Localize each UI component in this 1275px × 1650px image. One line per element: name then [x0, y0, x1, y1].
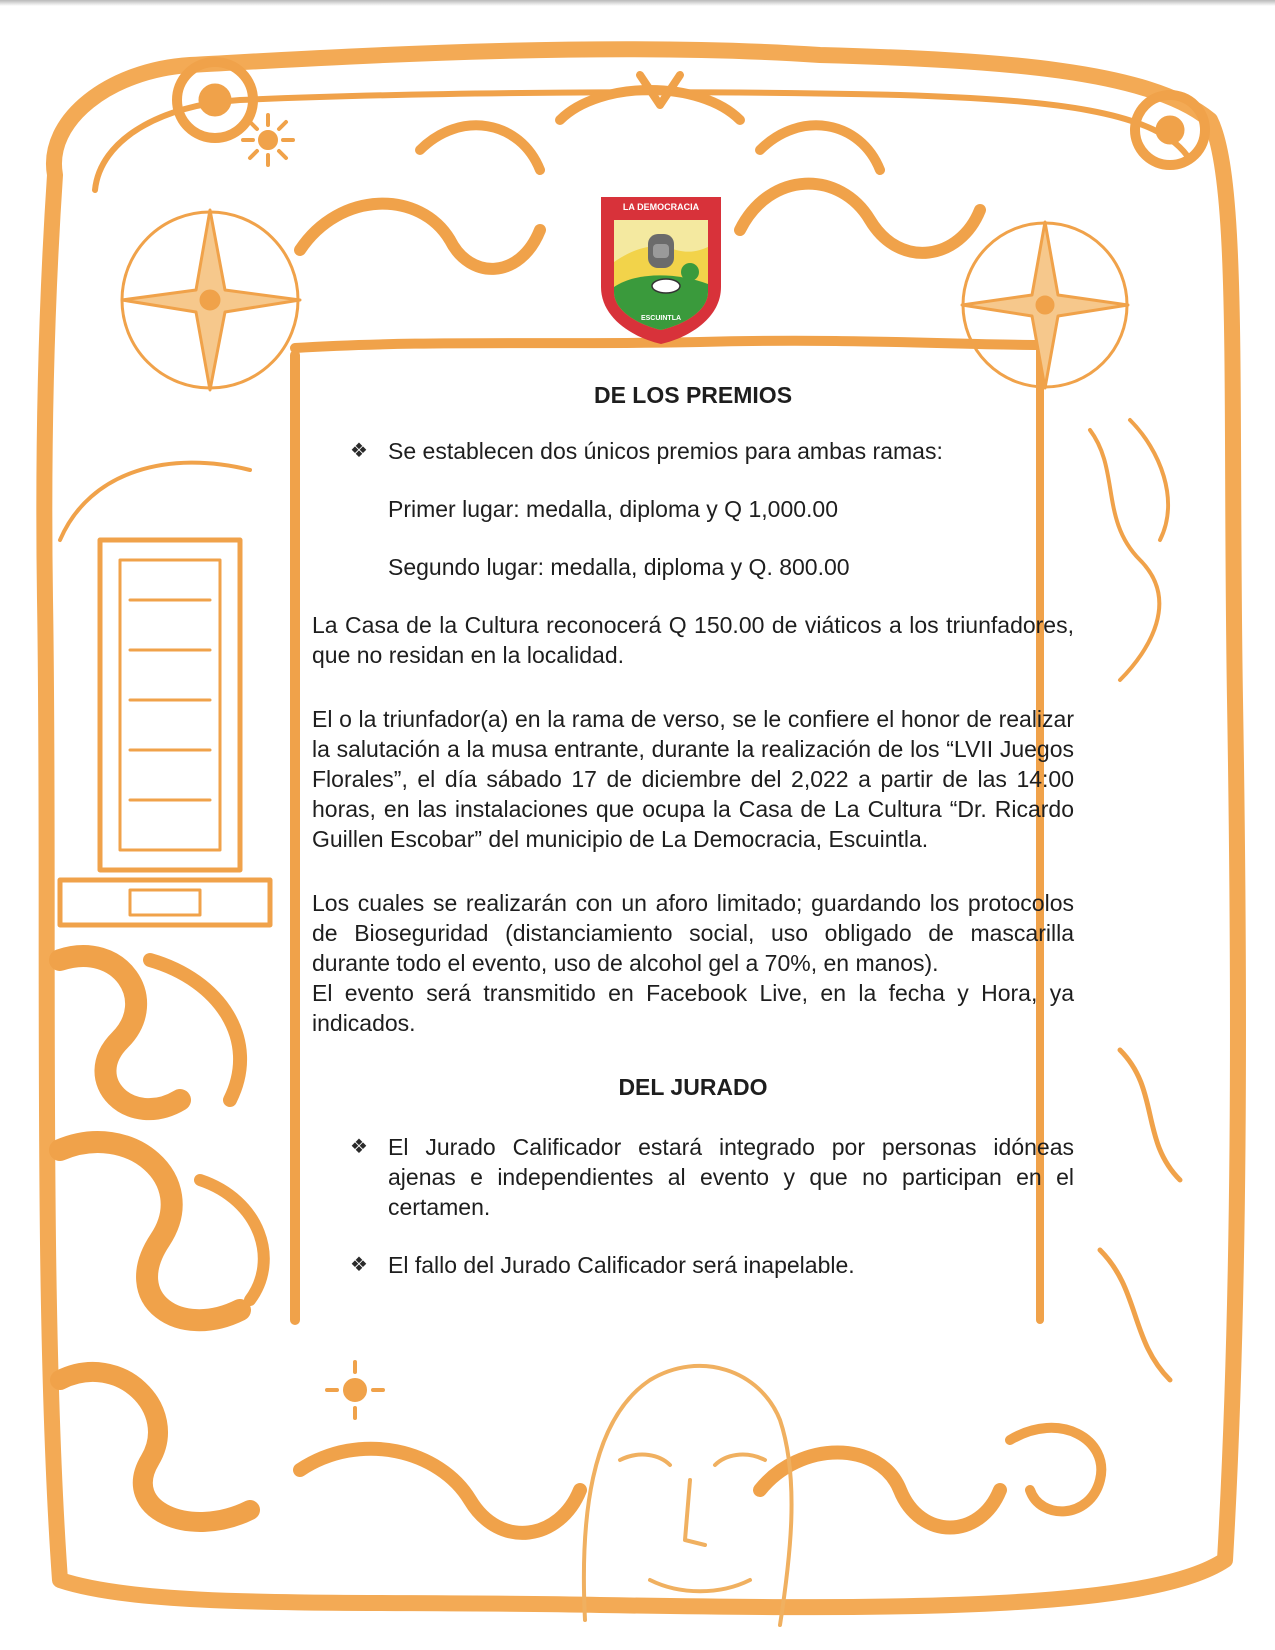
premios-bullet-text: Se establecen dos únicos premios para ambas ramas: — [388, 438, 943, 464]
jurado-heading: DEL JURADO — [618, 1074, 768, 1100]
premios-bullet — [312, 436, 1074, 466]
diamond-bullet-icon: ❖ — [350, 1254, 368, 1276]
diamond-bullet-icon: ❖ — [350, 1136, 368, 1158]
jurado-item-text: El fallo del Jurado Calificador será inapelable. — [388, 1252, 855, 1278]
diamond-bullet-icon: ❖ — [350, 440, 368, 462]
jurado-item — [312, 1132, 1074, 1222]
seal-bottom-text: ESCUINTLA — [640, 315, 682, 322]
jurado-item-text: El Jurado Calificador estará integrado por personas idóneas ajenas e independientes al evento y que no participan en el certamen. — [388, 1134, 1074, 1220]
transmision-paragraph: El evento será transmitido en Facebook Live, en la fecha y Hora, ya indicados. — [312, 980, 1074, 1036]
second-place-line: Segundo lugar: medalla, diploma y Q. 800.00 — [388, 554, 850, 580]
honor-paragraph: El o la triunfador(a) en la rama de verso, se le confiere el honor de realizar la salutación a la musa entrante, durante la realización de los “LVII Juegos Florales”, el día sábado 17 de diciembre del 2,022 a partir de las 14:00 horas, en las instalaciones que ocupa la Casa de La Cultura “Dr. Ricardo Guillen Escobar” del municipio de La Democracia, Escuintla. — [312, 706, 1074, 852]
document-body — [312, 380, 1074, 1280]
municipal-seal — [596, 192, 726, 346]
premios-heading: DE LOS PREMIOS — [593, 382, 793, 408]
viaticos-paragraph: La Casa de la Cultura reconocerá Q 150.00 de viáticos a los triunfadores, que no residan en la localidad. — [312, 612, 1074, 668]
aforo-paragraph: Los cuales se realizarán con un aforo limitado; guardando los protocolos de Bioseguridad (distanciamiento social, uso obligado de mascarilla durante todo el evento, uso de alcohol gel a 70%, en manos). — [312, 890, 1074, 976]
jurado-item — [312, 1250, 1074, 1280]
first-place-line: Primer lugar: medalla, diploma y Q 1,000.00 — [388, 496, 838, 522]
seal-top-text: LA DEMOCRACIA — [622, 202, 700, 212]
